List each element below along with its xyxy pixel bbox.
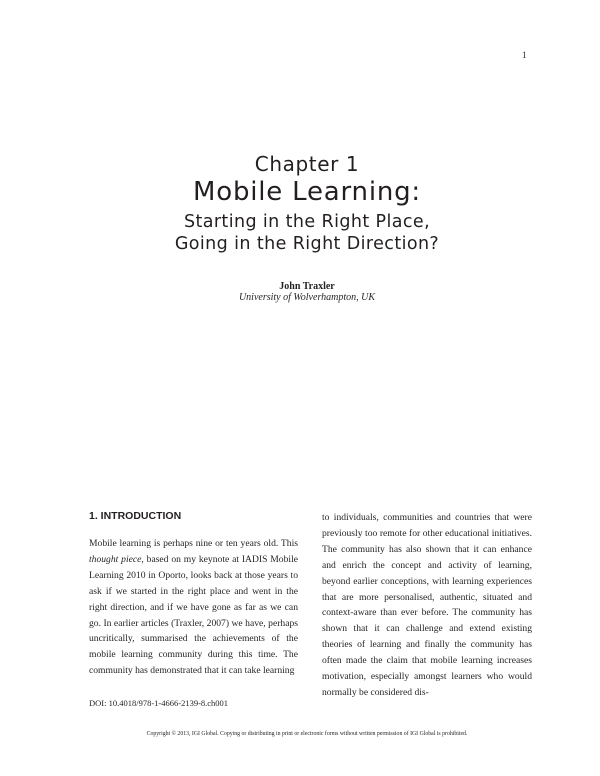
body-column-right: to individuals, communities and countries that were previously too remote for other educational initiatives. The community has also shown that it can enhance and enrich the concept and activity of learning, beyond earlier conceptions, with learning experiences that are more personalised, authentic, situated and context-aware than ever before. The community has shown that it can challenge and extend existing theories of learning and finally the community has often made the claim that mobile learning increases motivation, especially amongst learners who would normally be considered dis-: [322, 512, 532, 698]
body-text-part-1: Mobile learning is perhaps nine or ten years old. This: [89, 538, 298, 549]
author-name: John Traxler: [279, 281, 335, 292]
copyright-notice: Copyright © 2013, IGI Global. Copying or distributing in print or electronic forms without written permission of IGI Global is prohibited.: [146, 731, 468, 737]
chapter-title: Mobile Learning:: [193, 177, 421, 207]
body-column-left: [89, 536, 298, 679]
page-number: 1: [522, 50, 527, 60]
section-heading: 1. INTRODUCTION: [89, 510, 182, 522]
subtitle-line-1: Starting in the Right Place,: [183, 212, 431, 232]
subtitle-line-2: Going in the Right Direction?: [174, 234, 440, 254]
chapter-subtitle: [0, 211, 600, 255]
doi: DOI: 10.4018/978-1-4666-2139-8.ch001: [89, 698, 229, 708]
author-affiliation: University of Wolverhampton, UK: [238, 292, 376, 303]
chapter-label: Chapter 1: [254, 152, 360, 176]
body-text-italic: thought piece,: [89, 553, 144, 565]
body-text-part-2: based on my keynote at IADIS Mobile Learning 2010 in Oporto, looks back at those years to ask if we started in the right place and went in the right direction, and if we have gone as far as we can go. In earlier articles (Traxler, 2007) we have, perhaps uncritically, summarised the achievements of the mobile learning community during this time. The community has demonstrated that it can take learning: [89, 553, 298, 677]
